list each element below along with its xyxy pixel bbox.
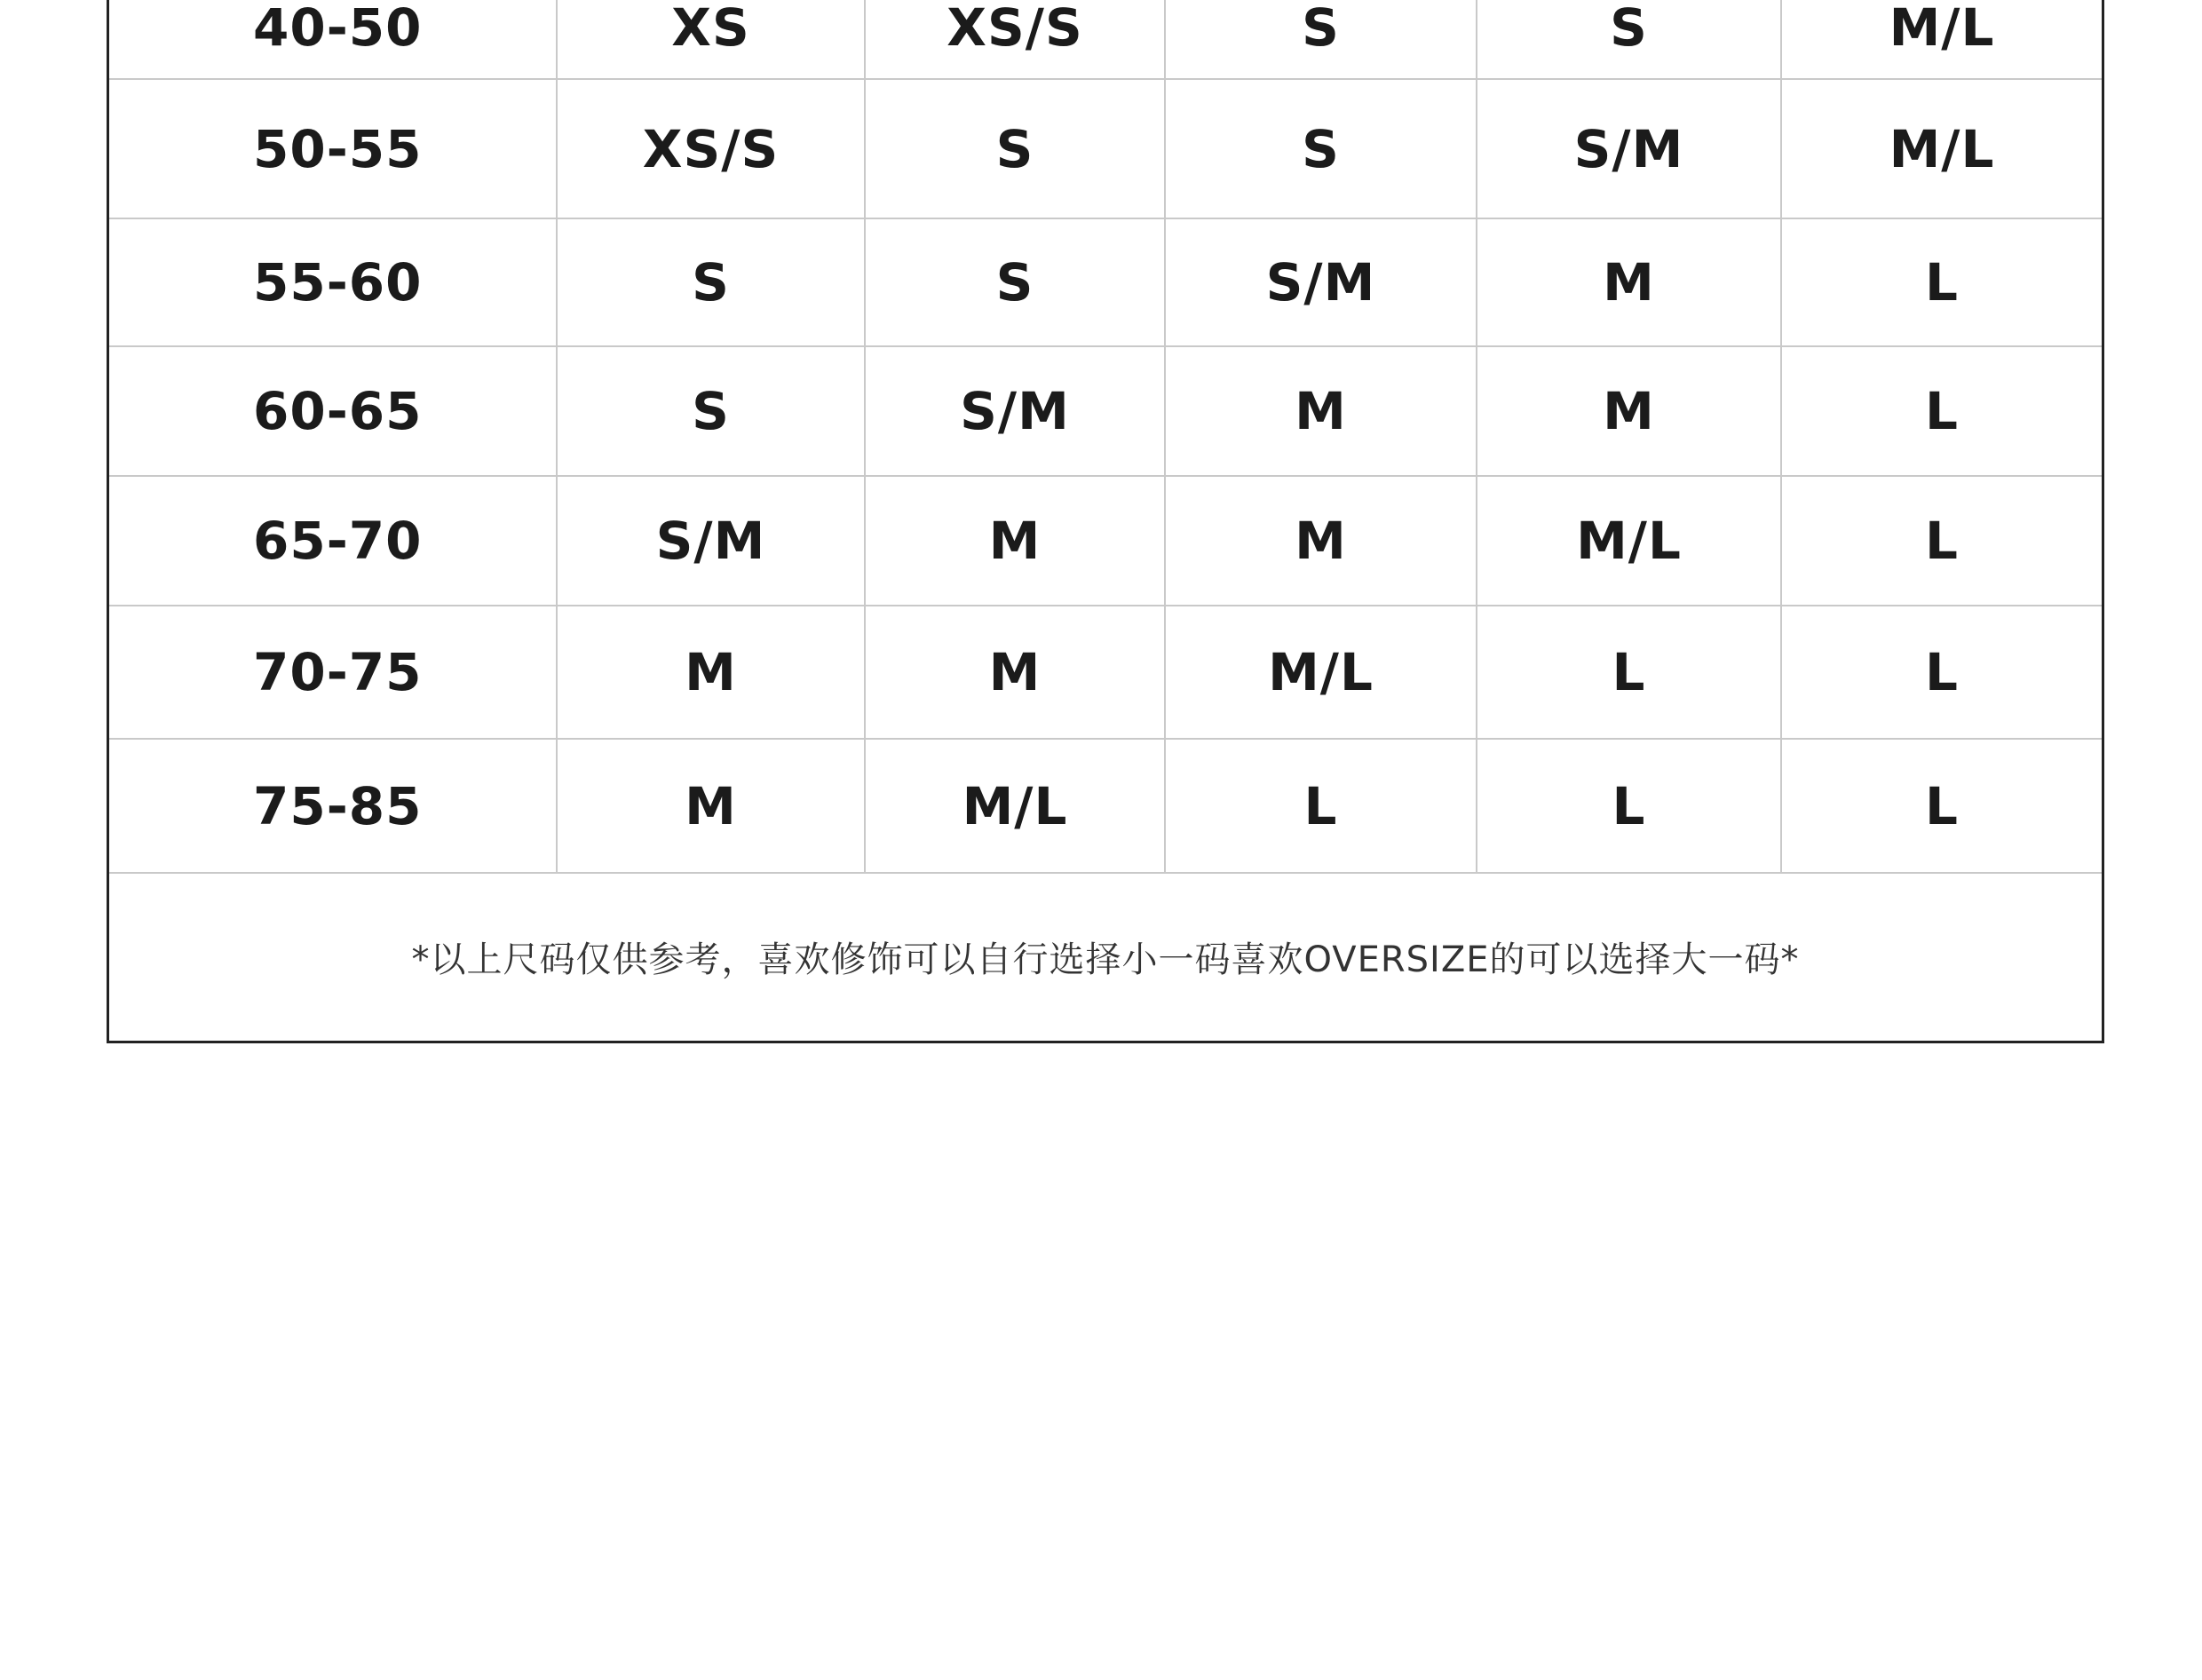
size-cell: M <box>1166 477 1477 606</box>
size-cell: M <box>1477 219 1782 347</box>
weight-range-cell: 40-50 <box>109 0 558 80</box>
size-cell: L <box>1782 606 2102 740</box>
weight-range-cell: 65-70 <box>109 477 558 606</box>
size-cell: XS/S <box>866 0 1166 80</box>
size-cell: M/L <box>866 740 1166 874</box>
size-cell: L <box>1477 740 1782 874</box>
size-cell: S/M <box>1166 219 1477 347</box>
size-cell: S <box>1166 80 1477 219</box>
weight-range-cell: 60-65 <box>109 347 558 477</box>
size-cell: M/L <box>1782 0 2102 80</box>
size-cell: S/M <box>866 347 1166 477</box>
size-cell: L <box>1166 740 1477 874</box>
size-cell: XS <box>558 0 866 80</box>
size-grid <box>109 0 2102 873</box>
size-cell: M/L <box>1782 80 2102 219</box>
size-cell: L <box>1477 606 1782 740</box>
size-cell: S <box>866 80 1166 219</box>
size-cell: S <box>558 219 866 347</box>
size-cell: M/L <box>1477 477 1782 606</box>
size-cell: S <box>1166 0 1477 80</box>
weight-range-cell: 75-85 <box>109 740 558 874</box>
size-cell: M <box>558 740 866 874</box>
size-cell: L <box>1782 347 2102 477</box>
weight-range-cell: 70-75 <box>109 606 558 740</box>
weight-range-cell: 50-55 <box>109 80 558 219</box>
size-cell: M <box>866 606 1166 740</box>
size-cell: M <box>1166 347 1477 477</box>
size-cell: XS/S <box>558 80 866 219</box>
size-chart-table <box>107 0 2104 1043</box>
size-cell: S <box>1477 0 1782 80</box>
size-cell: L <box>1782 219 2102 347</box>
size-cell: M/L <box>1166 606 1477 740</box>
size-cell: L <box>1782 740 2102 874</box>
size-cell: M <box>558 606 866 740</box>
size-cell: S/M <box>558 477 866 606</box>
size-cell: M <box>866 477 1166 606</box>
size-cell: L <box>1782 477 2102 606</box>
size-cell: M <box>1477 347 1782 477</box>
size-cell: S <box>558 347 866 477</box>
weight-range-cell: 55-60 <box>109 219 558 347</box>
size-cell: S/M <box>1477 80 1782 219</box>
size-disclaimer-note: *以上尺码仅供参考，喜欢修饰可以自行选择小一码喜欢OVERSIZE的可以选择大一码* <box>411 939 1800 980</box>
size-cell: S <box>866 219 1166 347</box>
